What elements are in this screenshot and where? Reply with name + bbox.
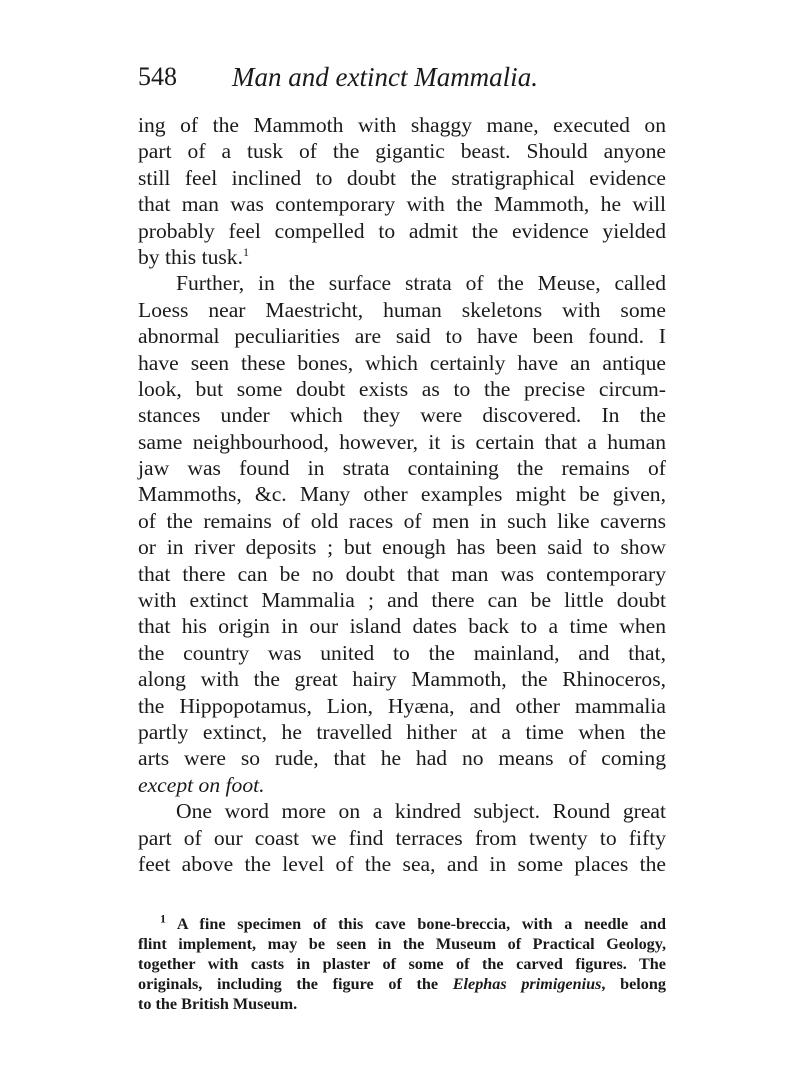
text-line: feet above the level of the sea, and in some places the: [138, 851, 666, 876]
footnote: [138, 911, 666, 1014]
footnote-line-text: A fine specimen of this cave bone-breccia, with a needle and: [176, 915, 666, 933]
text-line: of the remains of old races of men in such like caverns: [138, 508, 666, 533]
text-line-content: by this tusk.: [138, 244, 243, 269]
species-name: Elephas primigenius: [452, 975, 602, 993]
text-line-end: [138, 244, 666, 270]
footnote-line-text: , belong: [601, 975, 666, 993]
text-line: that there can be no doubt that man was contemporary: [138, 561, 666, 586]
footnote-line: together with casts in plaster of some of the carved figures. The: [138, 955, 666, 973]
page-number: 548: [138, 62, 177, 91]
page-header: [138, 62, 668, 98]
text-line-paragraph-start: One word more on a kindred subject. Round great: [176, 799, 666, 824]
text-line: probably feel compelled to admit the evidence yielded: [138, 218, 666, 243]
text-line: ing of the Mammoth with shaggy mane, executed on: [138, 113, 666, 137]
text-line: abnormal peculiarities are said to have been found. I: [138, 324, 666, 349]
text-line: have seen these bones, which certainly have an antique: [138, 350, 666, 375]
running-title: Man and extinct Mammalia.: [232, 62, 538, 92]
text-line: that man was contemporary with the Mammoth, he will: [138, 192, 666, 217]
footnote-line-text: originals, including the figure of the: [138, 975, 453, 993]
text-line-paragraph-start: Further, in the surface strata of the Meuse, called: [176, 271, 666, 296]
text-line: part of our coast we find terraces from twenty to fifty: [138, 825, 666, 850]
text-line: the country was united to the mainland, and that,: [138, 640, 666, 665]
text-line: arts were so rude, that he had no means of coming: [138, 746, 666, 771]
text-line: with extinct Mammalia ; and there can be little doubt: [138, 588, 666, 613]
footnote-marker: 1: [160, 911, 166, 926]
text-line: same neighbourhood, however, it is certain that a human: [138, 429, 666, 454]
text-line: look, but some doubt exists as to the precise circum-: [138, 376, 666, 401]
footnote-line: flint implement, may be seen in the Museum of Practical Geology,: [138, 935, 666, 953]
body-text: [138, 112, 666, 877]
text-line: Mammoths, &c. Many other examples might be given,: [138, 482, 666, 507]
text-line: the Hippopotamus, Lion, Hyæna, and other mammalia: [138, 693, 666, 718]
footnote-line: [138, 911, 666, 934]
text-line-italic-end: except on foot.: [138, 772, 265, 797]
text-line: stances under which they were discovered. In the: [138, 403, 666, 428]
footnote-line: to the British Museum.: [138, 995, 298, 1013]
text-line: along with the great hairy Mammoth, the Rhinoceros,: [138, 667, 666, 692]
text-line: Loess near Maestricht, human skeletons with some: [138, 297, 666, 322]
footnote-line: [138, 974, 666, 994]
text-line: part of a tusk of the gigantic beast. Should anyone: [138, 139, 666, 164]
text-line: still feel inclined to doubt the stratigraphical evidence: [138, 165, 666, 190]
text-line: jaw was found in strata containing the remains of: [138, 456, 666, 481]
text-line: partly extinct, he travelled hither at a time when the: [138, 719, 666, 744]
text-line: or in river deposits ; but enough has been said to show: [138, 535, 666, 560]
text-line: that his origin in our island dates back to a time when: [138, 614, 666, 639]
footnote-reference: 1: [243, 244, 249, 259]
